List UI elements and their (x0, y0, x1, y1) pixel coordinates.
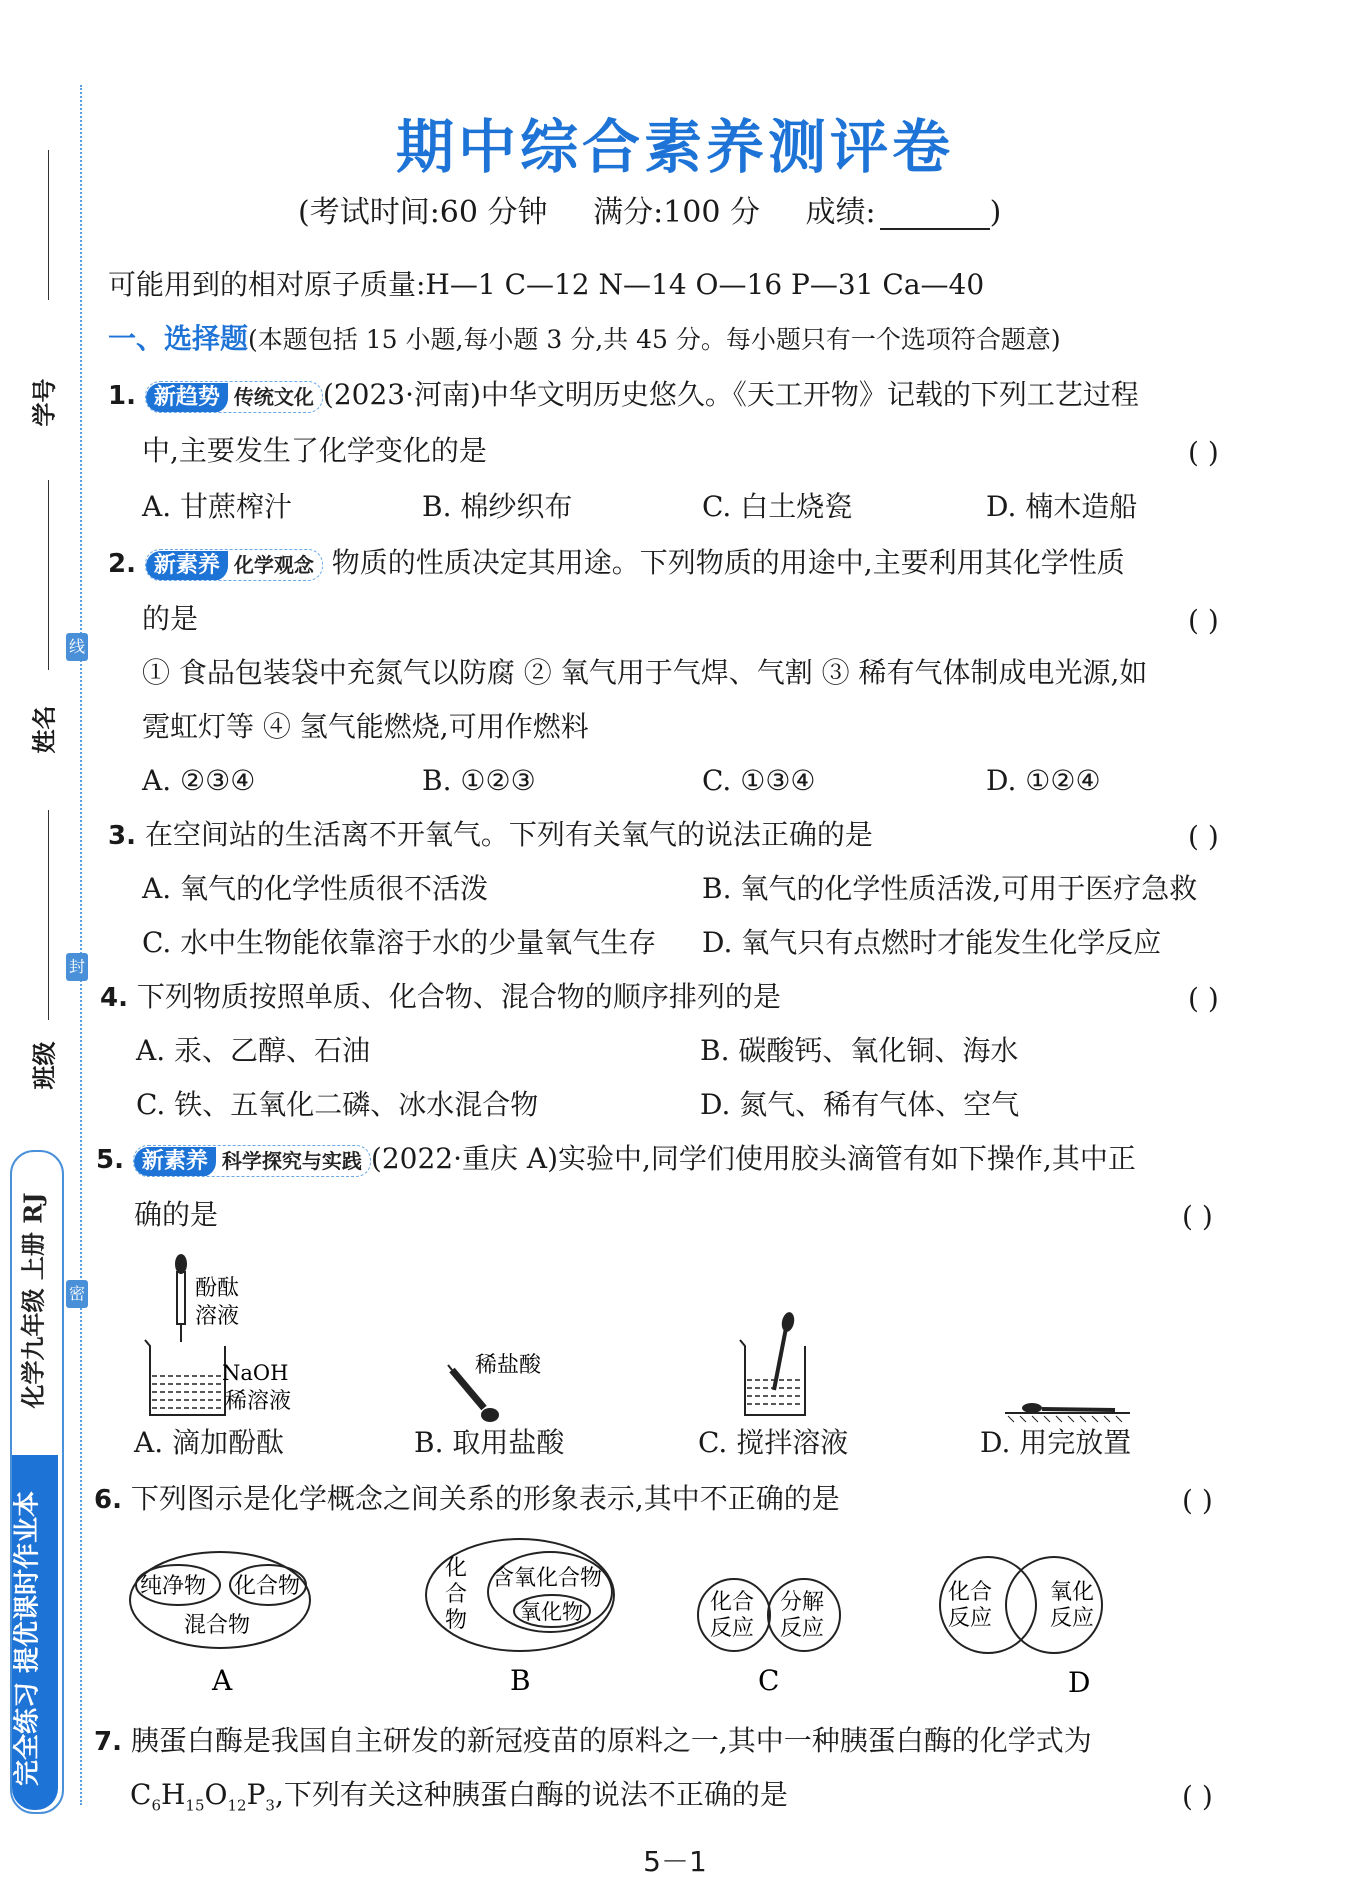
binding-dotted-line (80, 85, 82, 1805)
q3-stem: 在空间站的生活离不开氧气。下列有关氧气的说法正确的是 (144, 818, 873, 851)
section-title: 一、选择题 (108, 322, 249, 355)
exam-close: ) (989, 195, 1002, 230)
seal-feng-mark: 封 (66, 953, 88, 981)
q6-label-d: D (1068, 1666, 1091, 1699)
q7-formula (130, 1778, 284, 1815)
q5-fig-c (740, 1311, 805, 1415)
q2-option-a: A. ②③④ (142, 764, 256, 797)
q6b-outer3: 物 (445, 1608, 468, 1633)
q7-o-sub: 12 (227, 1796, 247, 1815)
q5-stem: (2022·重庆 A)实验中,同学们使用胶头滴管有如下操作,其中正 (370, 1142, 1136, 1175)
q5-answer-paren: ( ) (1182, 1200, 1213, 1233)
series-label: 完全练习 提优课时作业本 (12, 1490, 43, 1787)
q5-option-a: A. 滴加酚酞 (134, 1426, 285, 1459)
q6-fig-a (130, 1552, 310, 1648)
q4-number: 4. (100, 983, 128, 1013)
q3-option-c: C. 水中生物能依靠溶于水的少量氧气生存 (142, 926, 657, 959)
class-label: 班级 (29, 1041, 59, 1090)
q2-answer-paren: ( ) (1188, 604, 1219, 637)
q6c-b2: 反应 (780, 1616, 825, 1641)
q1-option-a: A. 甘蔗榨汁 (142, 490, 293, 523)
q5-fig-a (145, 1254, 291, 1415)
q1-line1 (108, 378, 1139, 413)
section-note: (本题包括 15 小题,每小题 3 分,共 45 分。每小题只有一个选项符合题意) (248, 325, 1061, 354)
seal-line-mark: 线 (66, 633, 88, 661)
q6c-a2: 反应 (710, 1616, 755, 1641)
q1-stem: (2023·河南)中华文明历史悠久。《天工开物》记载的下列工艺过程 (322, 378, 1139, 411)
q1-option-b: B. 棉纱织布 (422, 490, 573, 523)
q2-line3: ① 食品包装袋中充氮气以防腐 ② 氧气用于气焊、气割 ③ 稀有气体制成电光源,如 (142, 656, 1148, 689)
q6d-b2: 反应 (1050, 1606, 1095, 1631)
q6a-pure: 纯净物 (140, 1574, 207, 1599)
q2-line4: 霓虹灯等 ④ 氢气能燃烧,可用作燃料 (142, 710, 589, 743)
q3-number: 3. (108, 821, 136, 851)
q7-line1 (94, 1724, 1092, 1759)
q6d-b1: 氧化 (1050, 1580, 1095, 1605)
q6-label-a: A (212, 1664, 233, 1697)
section-heading (108, 322, 1061, 357)
q5-label-naoh: NaOH (222, 1361, 289, 1385)
q2-tag-main: 新素养 (146, 551, 228, 581)
q5-figures (130, 1250, 1230, 1430)
q7-stem-2: 下列有关这种胰蛋白酶的说法不正确的是 (283, 1778, 788, 1811)
q1-answer-paren: ( ) (1188, 436, 1219, 469)
q1-number: 1. (108, 381, 136, 411)
q7-number: 7. (94, 1727, 122, 1757)
q1-tag-main: 新趋势 (146, 383, 228, 413)
q7-c: C (130, 1778, 152, 1811)
q6-line1 (94, 1482, 840, 1517)
q6-fig-b (426, 1539, 614, 1651)
q7-c-sub: 6 (151, 1796, 161, 1815)
q6-label-b: B (510, 1664, 531, 1697)
q6-figures (120, 1535, 1200, 1705)
q5-label-hcl: 稀盐酸 (475, 1353, 542, 1378)
q7-h-sub: 15 (185, 1796, 205, 1815)
q1-option-c: C. 白土烧瓷 (702, 490, 853, 523)
q6a-compound: 化合物 (234, 1574, 301, 1599)
page-number: 5－1 (643, 1845, 707, 1878)
q5-label-phenol: 酚酞 (195, 1276, 240, 1301)
q5-line2: 确的是 (134, 1198, 219, 1231)
q2-tag (145, 549, 323, 581)
q6d-a2: 反应 (948, 1606, 993, 1631)
q6b-outer2: 合 (445, 1582, 468, 1607)
q7-stem: 胰蛋白酶是我国自主研发的新冠疫苗的原料之一,其中一种胰蛋白酶的化学式为 (130, 1724, 1092, 1757)
name-line (48, 480, 49, 670)
q6b-inner: 氧化物 (520, 1600, 583, 1624)
q7-p: P (246, 1778, 266, 1811)
q3-answer-paren: ( ) (1188, 820, 1219, 853)
q4-line1 (100, 980, 781, 1015)
q6b-mid: 含氧化合物 (492, 1566, 603, 1591)
q4-option-a: A. 汞、乙醇、石油 (136, 1034, 371, 1067)
q6-fig-d (940, 1557, 1102, 1653)
q7-comma: , (274, 1778, 284, 1811)
q5-option-d: D. 用完放置 (980, 1426, 1132, 1459)
class-line (48, 810, 49, 1020)
q2-option-c: C. ①③④ (702, 764, 816, 797)
q1-tag (145, 381, 323, 413)
q6-number: 6. (94, 1485, 122, 1515)
q7-h: H (160, 1778, 186, 1811)
q2-tag-sub: 化学观念 (233, 552, 314, 577)
student-id-label: 学号 (29, 378, 59, 427)
q1-option-d: D. 楠木造船 (986, 490, 1138, 523)
q3-line1 (108, 818, 873, 853)
q7-answer-paren: ( ) (1182, 1780, 1213, 1813)
exam-score: 满分:100 分 (593, 195, 760, 230)
q2-number: 2. (108, 549, 136, 579)
atomic-masses: 可能用到的相对原子质量:H—1 C—12 N—14 O—16 P—31 Ca—40 (108, 268, 985, 301)
q6-label-c: C (758, 1664, 780, 1697)
q4-option-c: C. 铁、五氧化二磷、冰水混合物 (136, 1088, 539, 1121)
seal-mi-mark: 密 (66, 1280, 88, 1308)
q5-tag-sub: 科学探究与实践 (221, 1148, 362, 1173)
q5-option-b: B. 取用盐酸 (414, 1426, 565, 1459)
exam-time: (考试时间:60 分钟 (298, 195, 548, 230)
q2-stem: 物质的性质决定其用途。下列物质的用途中,主要利用其化学性质 (331, 546, 1125, 579)
q2-line2: 的是 (142, 602, 199, 635)
q4-option-d: D. 氮气、稀有气体、空气 (700, 1088, 1020, 1121)
q5-tag (133, 1145, 371, 1177)
q6c-a1: 化合 (710, 1590, 755, 1615)
q4-option-b: B. 碳酸钙、氧化铜、海水 (700, 1034, 1019, 1067)
q5-tag-main: 新素养 (134, 1147, 216, 1177)
q4-answer-paren: ( ) (1188, 982, 1219, 1015)
result-blank (880, 202, 990, 230)
q5-label-dilute: 稀溶液 (225, 1389, 292, 1414)
q1-line2: 中,主要发生了化学变化的是 (142, 434, 487, 467)
q3-option-b: B. 氧气的化学性质活泼,可用于医疗急救 (702, 872, 1198, 905)
page-title: 期中综合素养测评卷 (395, 113, 954, 181)
q3-option-a: A. 氧气的化学性质很不活泼 (142, 872, 489, 905)
q2-line1 (108, 546, 1125, 581)
q3-option-d: D. 氧气只有点燃时才能发生化学反应 (702, 926, 1162, 959)
q5-number: 5. (96, 1145, 124, 1175)
book-info-label: 化学九年级 上册 RJ (18, 1192, 48, 1409)
q2-option-d: D. ①②④ (986, 764, 1101, 797)
q7-p-sub: 3 (265, 1796, 275, 1815)
exam-info (298, 196, 1001, 230)
q5-label-solution: 溶液 (195, 1304, 240, 1329)
q6-answer-paren: ( ) (1182, 1484, 1213, 1517)
q7-o: O (204, 1778, 228, 1811)
q1-tag-sub: 传统文化 (233, 384, 314, 409)
name-label: 姓名 (29, 705, 59, 754)
q5-line1 (96, 1142, 1136, 1177)
q5-fig-b (448, 1353, 542, 1422)
q5-fig-d (1005, 1403, 1130, 1422)
q6a-mixture: 混合物 (184, 1613, 251, 1638)
q4-stem: 下列物质按照单质、化合物、混合物的顺序排列的是 (136, 980, 781, 1013)
exam-result-label: 成绩: (805, 195, 876, 230)
q2-option-b: B. ①②③ (422, 764, 536, 797)
q5-option-c: C. 搅拌溶液 (698, 1426, 849, 1459)
q6b-outer1: 化 (445, 1556, 468, 1581)
q6c-b1: 分解 (780, 1590, 825, 1615)
q6-stem: 下列图示是化学概念之间关系的形象表示,其中不正确的是 (130, 1482, 840, 1515)
q6d-a1: 化合 (948, 1580, 993, 1605)
q7-line2 (130, 1778, 788, 1823)
q6-fig-c (698, 1579, 840, 1651)
